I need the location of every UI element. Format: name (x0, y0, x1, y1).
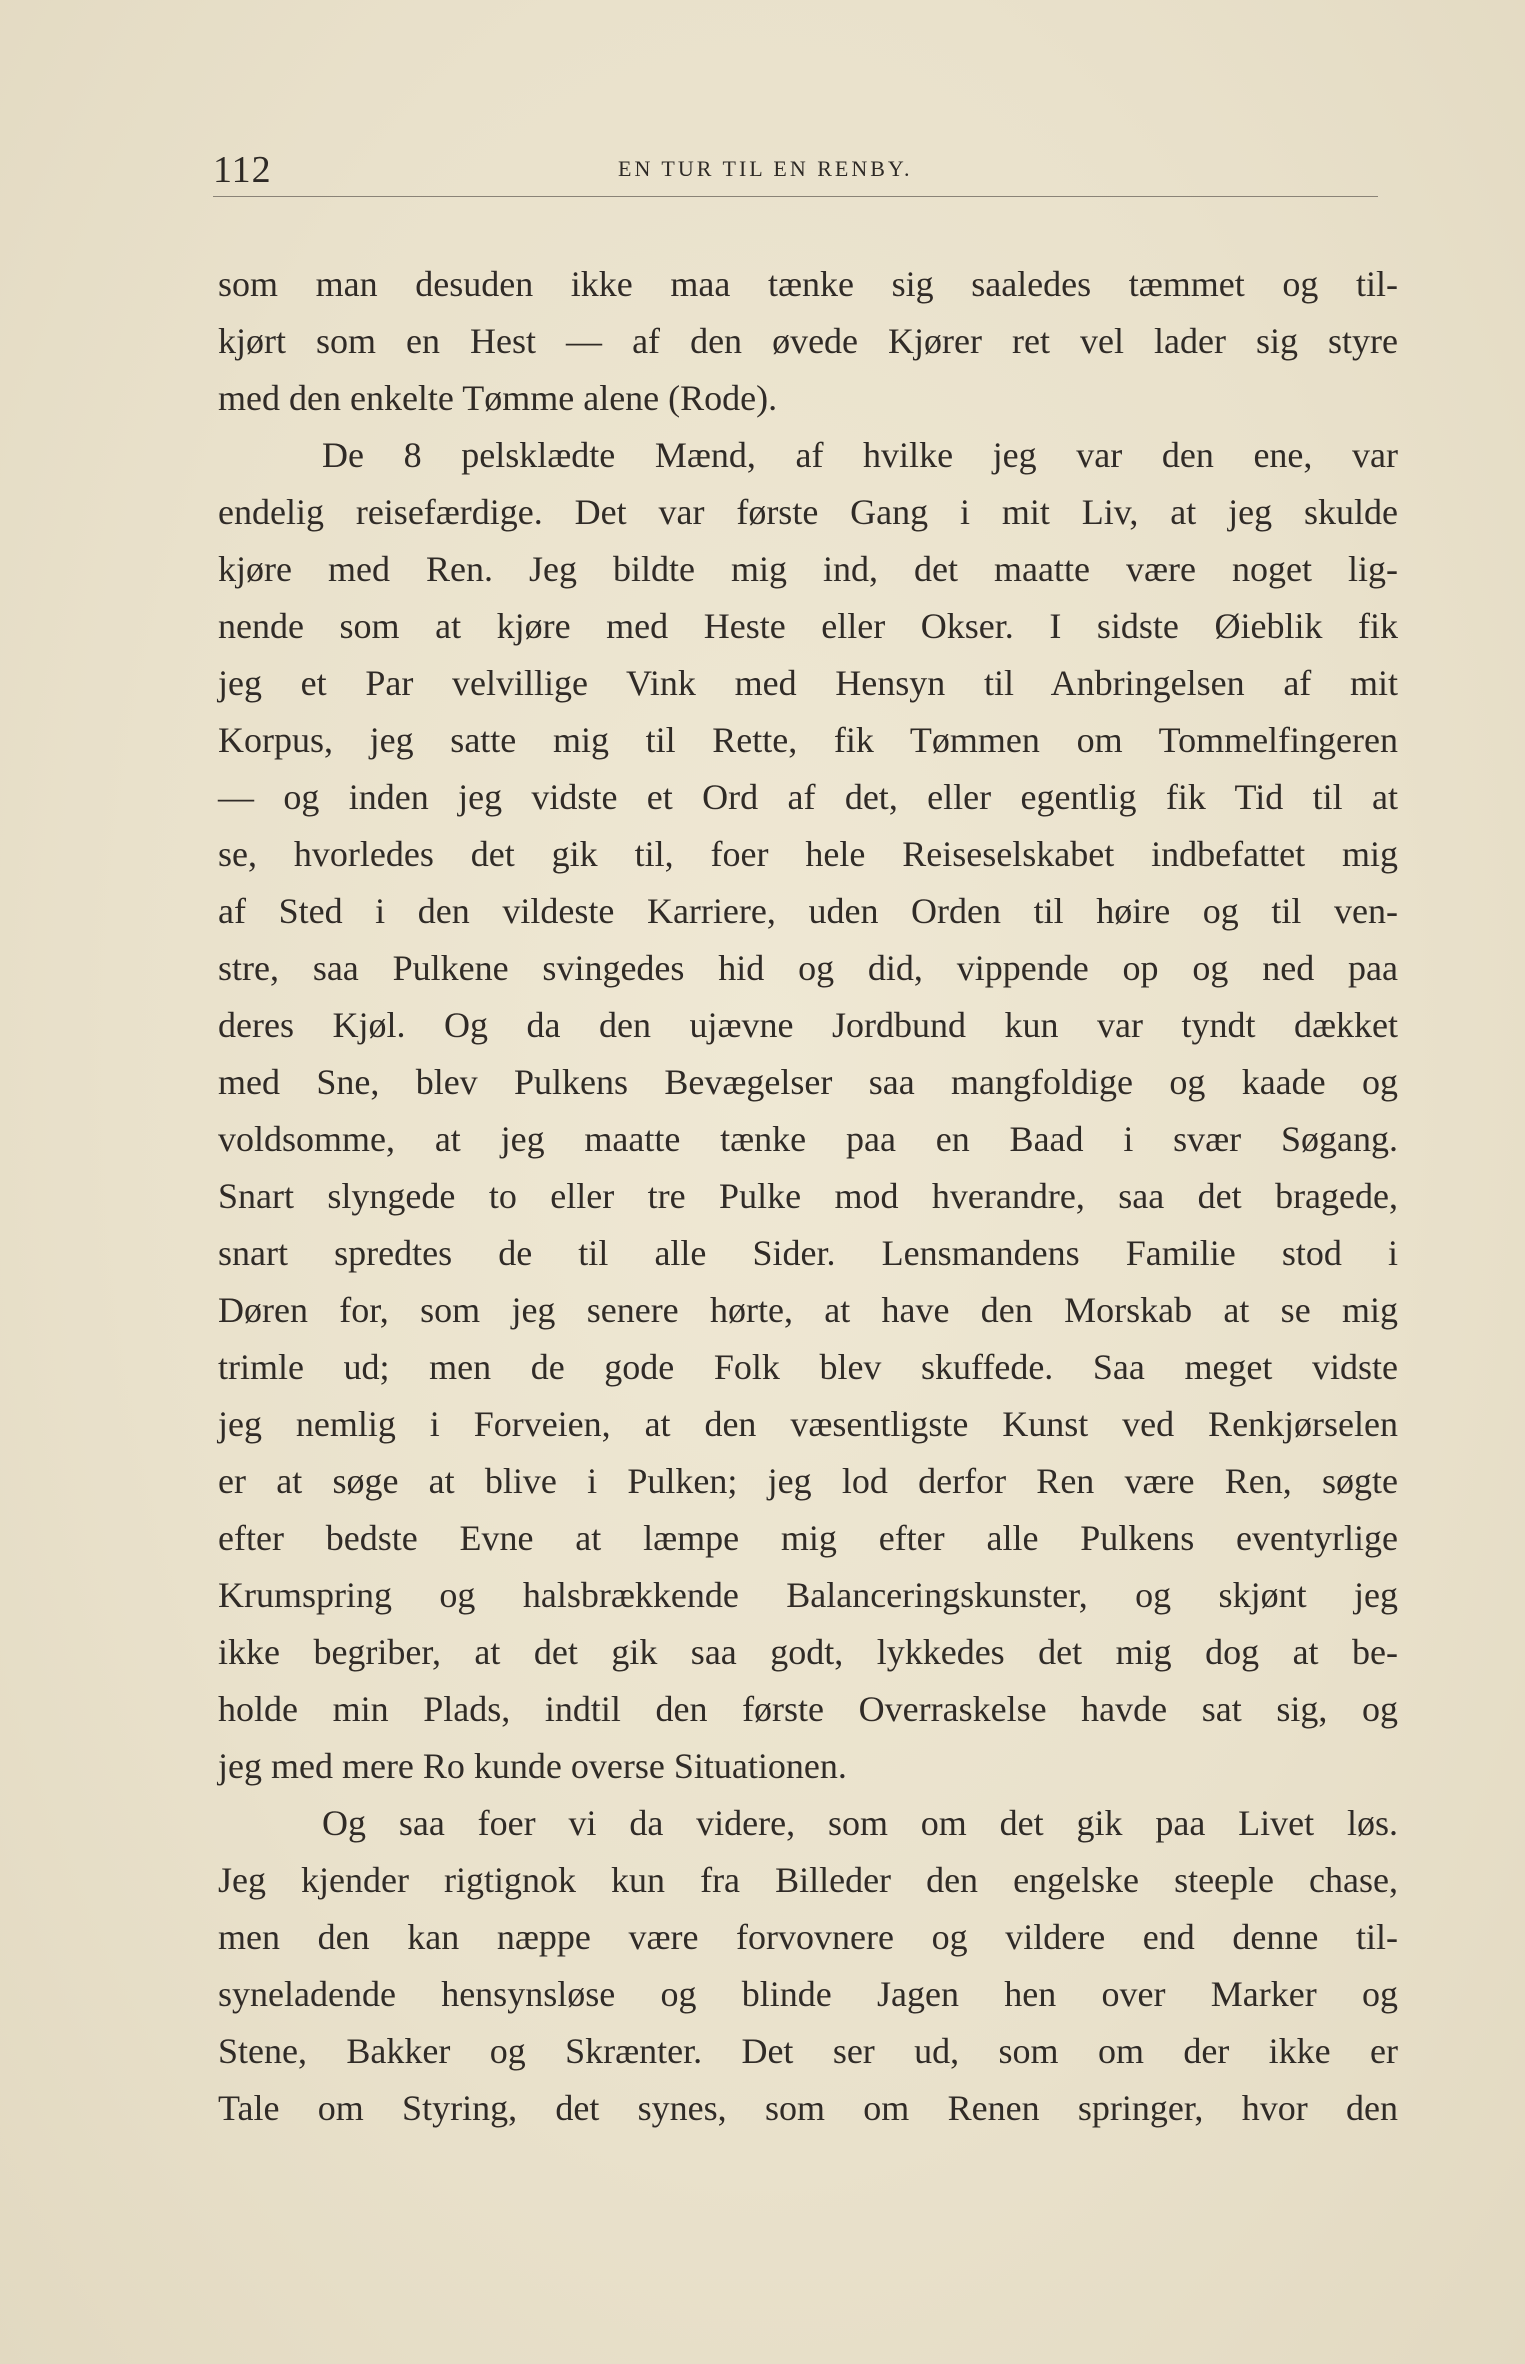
body-text (218, 256, 1398, 2137)
page-number: 112 (213, 149, 272, 191)
text-line: Krumspring og halsbrækkende Balanceringskunster, og skjønt jeg (218, 1575, 1398, 1615)
text-line: med den enkelte Tømme alene (Rode). (218, 378, 778, 418)
text-line: holde min Plads, indtil den første Overraskelse havde sat sig, og (218, 1689, 1398, 1729)
text-line: efter bedste Evne at læmpe mig efter alle Pulkens eventyrlige (218, 1518, 1398, 1558)
text-line: Snart slyngede to eller tre Pulke mod hverandre, saa det bragede, (218, 1176, 1398, 1216)
text-line: som man desuden ikke maa tænke sig saaledes tæmmet og til- (218, 264, 1398, 304)
text-line: Korpus, jeg satte mig til Rette, fik Tømmen om Tommelfingeren (218, 720, 1398, 760)
text-line: nende som at kjøre med Heste eller Okser. I sidste Øieblik fik (218, 606, 1398, 646)
text-line: snart spredtes de til alle Sider. Lensmandens Familie stod i (218, 1233, 1398, 1273)
text-line: jeg med mere Ro kunde overse Situationen. (218, 1746, 847, 1786)
text-line: trimle ud; men de gode Folk blev skuffede. Saa meget vidste (218, 1347, 1398, 1387)
text-line: deres Kjøl. Og da den ujævne Jordbund kun var tyndt dækket (218, 1005, 1398, 1045)
text-line: ikke begriber, at det gik saa godt, lykkedes det mig dog at be- (218, 1632, 1398, 1672)
text-line: Jeg kjender rigtignok kun fra Billeder den engelske steeple chase, (218, 1860, 1398, 1900)
text-line: endelig reisefærdige. Det var første Gang i mit Liv, at jeg skulde (218, 492, 1398, 532)
running-head: EN TUR TIL EN RENBY. (618, 156, 913, 181)
text-line: jeg et Par velvillige Vink med Hensyn til Anbringelsen af mit (218, 663, 1398, 703)
page-header (213, 148, 1378, 191)
text-line: er at søge at blive i Pulken; jeg lod derfor Ren være Ren, søgte (218, 1461, 1398, 1501)
text-line: — og inden jeg vidste et Ord af det, eller egentlig fik Tid til at (218, 777, 1398, 817)
text-line: se, hvorledes det gik til, foer hele Reiseselskabet indbefattet mig (218, 834, 1398, 874)
text-line: Tale om Styring, det synes, som om Renen springer, hvor den (218, 2088, 1398, 2128)
text-line: men den kan næppe være forvovnere og vildere end denne til- (218, 1917, 1398, 1957)
text-line: stre, saa Pulkene svingedes hid og did, vippende op og ned paa (218, 948, 1398, 988)
text-line: Stene, Bakker og Skrænter. Det ser ud, som om der ikke er (218, 2031, 1398, 2071)
text-line: Og saa foer vi da videre, som om det gik paa Livet løs. (322, 1803, 1398, 1843)
text-line: De 8 pelsklædte Mænd, af hvilke jeg var den ene, var (322, 435, 1398, 475)
text-line: syneladende hensynsløse og blinde Jagen hen over Marker og (218, 1974, 1398, 2014)
text-line: kjørt som en Hest — af den øvede Kjører ret vel lader sig styre (218, 321, 1398, 361)
text-line: med Sne, blev Pulkens Bevægelser saa mangfoldige og kaade og (218, 1062, 1398, 1102)
text-line: voldsomme, at jeg maatte tænke paa en Baad i svær Søgang. (218, 1119, 1398, 1159)
text-line: jeg nemlig i Forveien, at den væsentligste Kunst ved Renkjørselen (218, 1404, 1398, 1444)
header-rule (213, 196, 1378, 197)
text-line: af Sted i den vildeste Karriere, uden Orden til høire og til ven- (218, 891, 1398, 931)
text-line: Døren for, som jeg senere hørte, at have den Morskab at se mig (218, 1290, 1398, 1330)
text-line: kjøre med Ren. Jeg bildte mig ind, det maatte være noget lig- (218, 549, 1398, 589)
